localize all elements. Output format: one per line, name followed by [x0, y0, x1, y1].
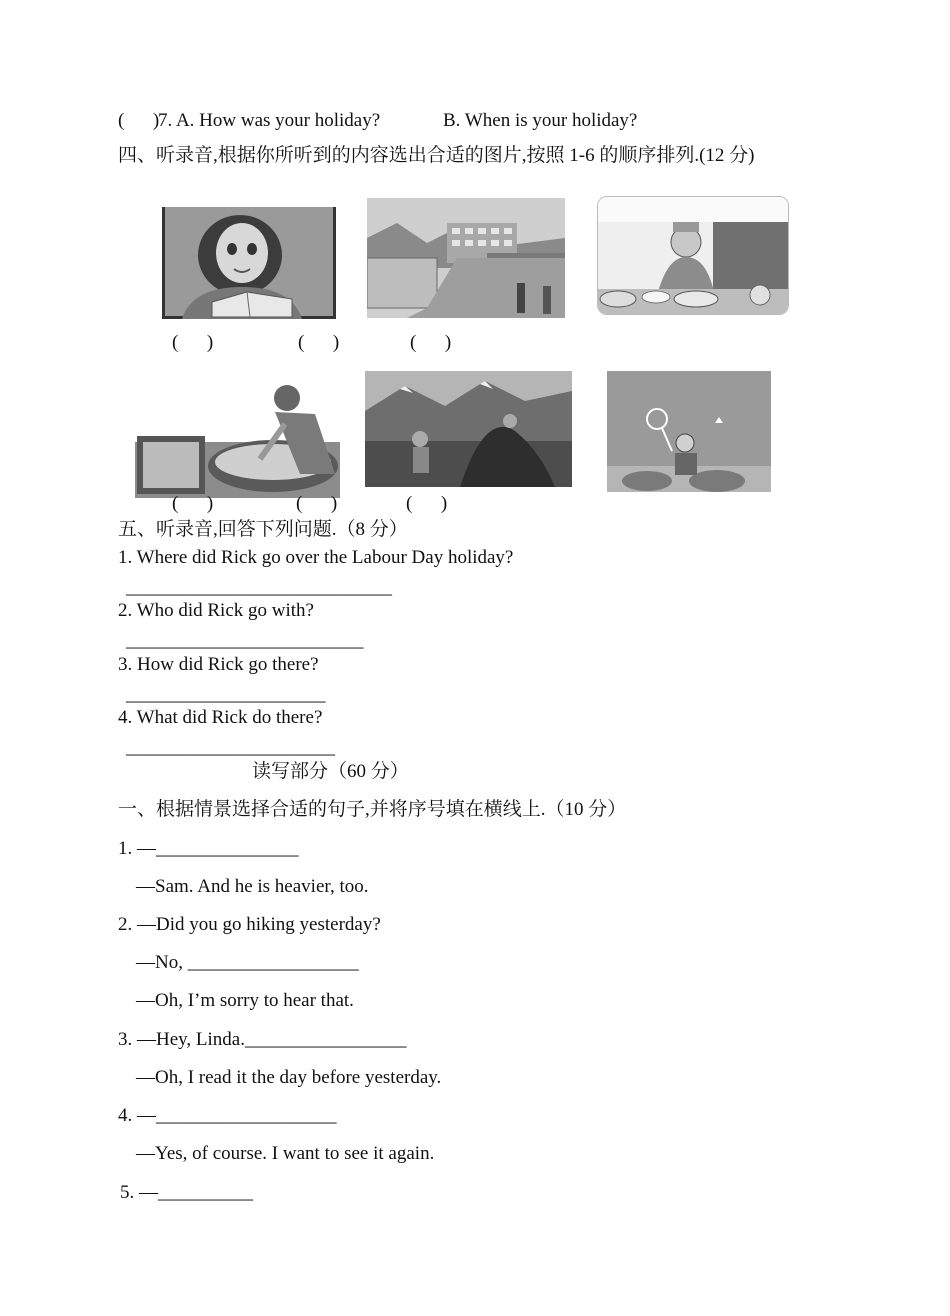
- question-1: 1. Where did Rick go over the Labour Day holiday?: [118, 547, 514, 568]
- section-5-title: 五、听录音,回答下列问题.（8 分）: [118, 519, 408, 540]
- dialogue-line: —Yes, of course. I want to see it again.: [136, 1143, 435, 1164]
- question-3: 3. How did Rick go there?: [118, 654, 319, 675]
- boy-playing-badminton-icon: [607, 371, 771, 492]
- dialogue-line: 4. —___________________: [118, 1105, 337, 1126]
- dialogue-line: 2. —Did you go hiking yesterday?: [118, 914, 381, 935]
- picture-3-paren: ( ): [410, 332, 452, 353]
- question-4: 4. What did Rick do there?: [118, 707, 323, 728]
- girl-reading-picture: [162, 207, 336, 319]
- answer-blank-2[interactable]: _________________________: [126, 630, 364, 651]
- q7-paren: ( ): [118, 110, 160, 131]
- picture-4-paren: ( ): [172, 493, 214, 514]
- answer-blank-3[interactable]: _____________________: [126, 684, 326, 705]
- picture-5-paren: ( ): [296, 493, 338, 514]
- woman-washing-icon: [135, 384, 340, 498]
- question-2: 2. Who did Rick go with?: [118, 600, 314, 621]
- mountains-picture: [365, 371, 572, 487]
- grandpa-cooking-picture: [597, 196, 789, 315]
- dialogue-line: 3. —Hey, Linda._________________: [118, 1029, 407, 1050]
- city-street-picture: [367, 198, 565, 318]
- answer-blank-1[interactable]: ____________________________: [126, 577, 392, 598]
- grandpa-cooking-icon: [598, 197, 788, 314]
- q7-option-b: B. When is your holiday?: [443, 110, 638, 131]
- dialogue-line: —Sam. And he is heavier, too.: [136, 876, 369, 897]
- dialogue-line: —Oh, I read it the day before yesterday.: [136, 1067, 442, 1088]
- dialogue-line: 5. —__________: [120, 1182, 253, 1203]
- people-in-mountains-icon: [365, 371, 572, 487]
- picture-2-paren: ( ): [298, 332, 340, 353]
- badminton-picture: [607, 371, 771, 492]
- city-street-icon: [367, 198, 565, 318]
- picture-6-paren: ( ): [406, 493, 448, 514]
- rw-section-1-title: 一、根据情景选择合适的句子,并将序号填在横线上.（10 分）: [118, 799, 627, 820]
- dialogue-line: —Oh, I’m sorry to hear that.: [136, 990, 354, 1011]
- picture-1-paren: ( ): [172, 332, 214, 353]
- woman-washing-picture: [135, 384, 340, 498]
- q7-option-a: 7. A. How was your holiday?: [158, 110, 381, 131]
- girl-reading-icon: [162, 207, 336, 319]
- section-4-title: 四、听录音,根据你所听到的内容选出合适的图片,按照 1-6 的顺序排列.(12 分): [118, 145, 755, 166]
- dialogue-line: —No, __________________: [136, 952, 359, 973]
- answer-blank-4[interactable]: ______________________: [126, 737, 335, 758]
- reading-writing-title: 读写部分（60 分）: [252, 761, 409, 782]
- dialogue-line: 1. —_______________: [118, 838, 299, 859]
